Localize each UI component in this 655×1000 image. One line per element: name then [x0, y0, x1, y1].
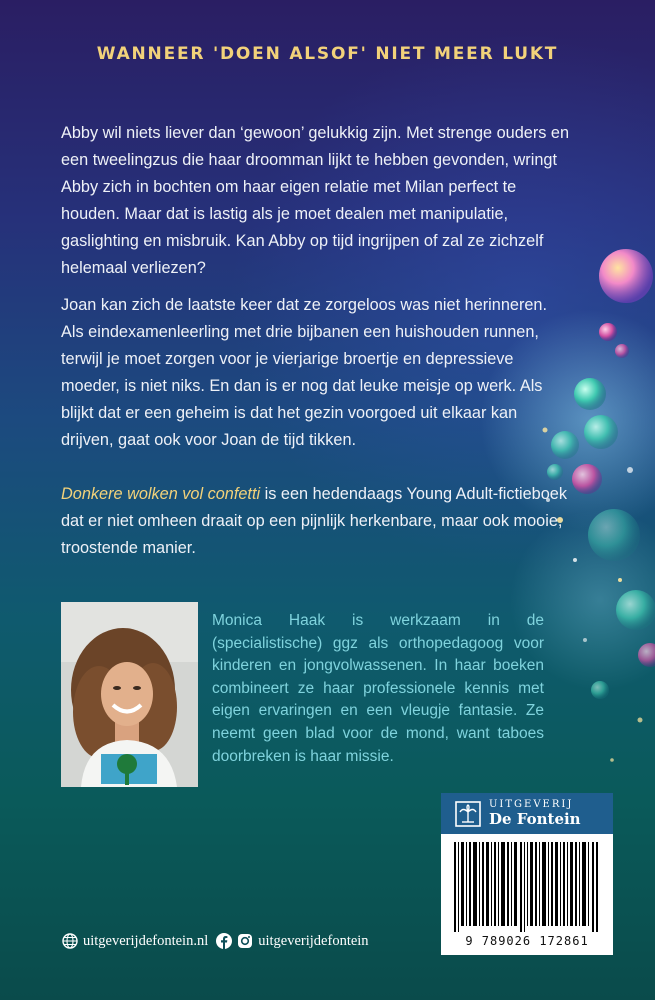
social-handle[interactable]: uitgeverijdefontein — [258, 932, 369, 949]
isbn-number: 9 789026 172861 — [465, 934, 589, 948]
publisher-name-top: UITGEVERIJ — [489, 799, 574, 810]
author-photo — [61, 602, 198, 787]
publisher-logo — [441, 793, 613, 834]
isbn-barcode — [441, 834, 613, 955]
book-title: Donkere wolken vol confetti — [61, 485, 261, 503]
blurb-paragraph-abby: Abby wil niets liever dan ‘gewoon’ gelukkig zijn. Met strenge ouders en een tweelingzus die haar droomman lijkt te hebben gevonden, wringt Abby zich in bochten om haar eigen relatie met Milan perfect te houden. Maar dat is lastig als je moet dealen met manipulatie, gaslighting en misbruik. Kan Abby op tijd ingrijpen of zal ze zichzelf helemaal verliezen? — [61, 124, 570, 277]
instagram-icon[interactable] — [237, 933, 253, 949]
tagline: WANNEER 'DOEN ALSOF' NIET MEER LUKT — [96, 44, 559, 64]
author-bio: Monica Haak is werkzaam in de (specialistische) ggz als orthopedagoog voor kinderen en jongvolwassenen. In haar boeken combineert ze haar professionele kennis met eigen ervaringen en een vleugje fantasie. Ze neemt geen blad voor de mond, want taboes doorbreken is haar missie. — [212, 612, 544, 765]
publisher-name: De Fontein — [489, 810, 581, 828]
barcode-bars — [454, 842, 600, 932]
globe-icon — [62, 933, 78, 949]
fountain-logo-icon — [455, 801, 481, 827]
footer-links — [62, 931, 369, 951]
website-link[interactable]: uitgeverijdefontein.nl — [83, 932, 209, 949]
summary-text: is een hedendaags Young Adult-fictieboek dat er niet omheen draait op een pijnlijk herkenbare, maar ook mooie, troostende manier. — [61, 485, 567, 557]
blurb-paragraph-joan: Joan kan zich de laatste keer dat ze zorgeloos was niet herinneren. Als eindexamenleerling met drie bijbanen een huishouden runnen, terwijl je moet zorgen voor je vierjarige broertje en depressieve moeder, is niet niks. En dan is er nog dat leuke meisje op werk. Als blijkt dat er een geheim is dat het gezin voorgoed uit elkaar kan drijven, gaat ook voor Joan de tijd tikken. — [61, 296, 548, 449]
blurb-paragraph-summary — [61, 481, 571, 562]
facebook-icon[interactable] — [216, 933, 232, 949]
